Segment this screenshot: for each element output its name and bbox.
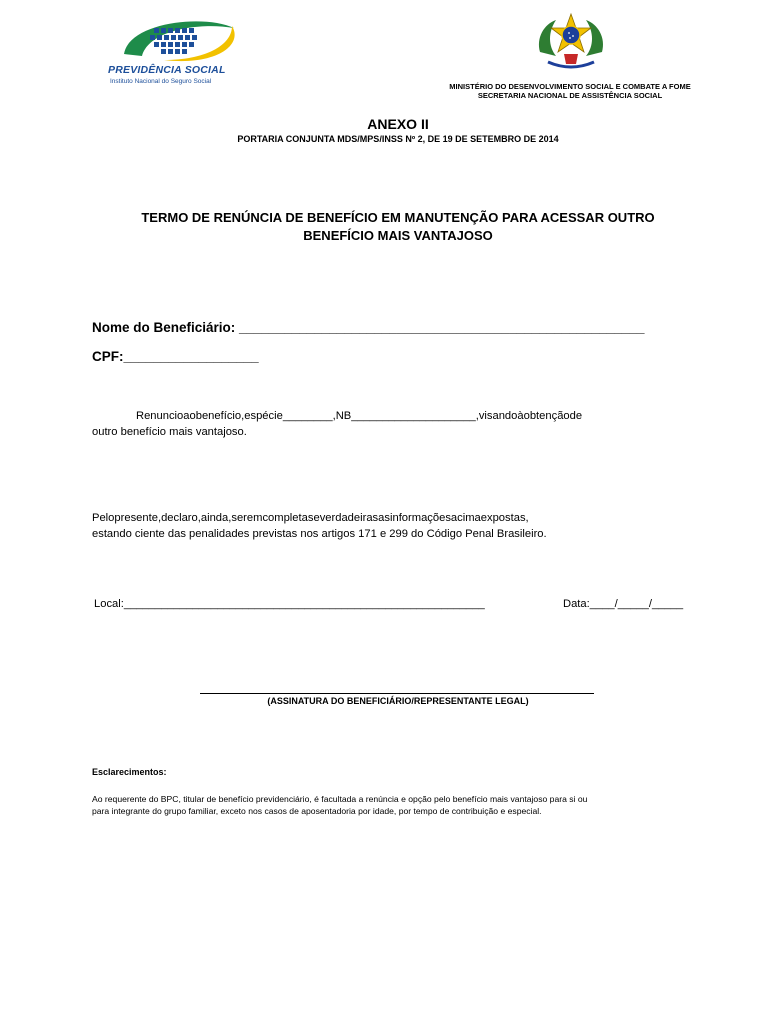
renunciation-paragraph — [92, 408, 704, 440]
word: à — [517, 410, 524, 422]
logo-name: PREVIDÊNCIA SOCIAL — [108, 64, 226, 76]
date-field[interactable]: Data:____/_____/_____ — [563, 598, 684, 610]
word: acima — [450, 512, 481, 524]
document-title-line2: BENEFÍCIO MAIS VANTAJOSO — [303, 228, 493, 243]
signature-caption: (ASSINATURA DO BENEFICIÁRIO/REPRESENTANTE LEGAL) — [267, 696, 529, 706]
renunciation-line2: outro benefício mais vantajoso. — [92, 426, 247, 438]
declaration-paragraph — [92, 510, 704, 542]
declaration-line1 — [92, 510, 704, 526]
annex-subtitle: PORTARIA CONJUNTA MDS/MPS/INSS Nº 2, DE 19 DE SETEMBRO DE 2014 — [237, 134, 559, 144]
word: NB — [335, 410, 352, 422]
word: serem — [231, 512, 263, 524]
previdencia-logo-icon — [104, 16, 264, 66]
location-field[interactable]: Local:__________________________________________________________ — [94, 598, 485, 610]
word: de — [569, 410, 583, 422]
word: obtenção — [523, 410, 570, 422]
word: ao — [183, 410, 196, 422]
word: Renuncio — [136, 410, 184, 422]
ministry-name: MINISTÉRIO DO DESENVOLVIMENTO SOCIAL E COMBATE A FOME — [449, 82, 691, 91]
word: ainda, — [200, 512, 232, 524]
signature-line[interactable] — [200, 693, 594, 694]
declaration-line2: estando ciente das penalidades previstas nos artigos 171 e 299 do Código Penal Brasileiro. — [92, 528, 547, 540]
beneficiary-name-field[interactable]: Nome do Beneficiário: ______________________________________________________ — [92, 320, 645, 335]
notes-line2: para integrante do grupo familiar, exceto nos casos de aposentadoria por idade, por tempo de contribuição e especial. — [92, 806, 542, 816]
word: declaro, — [161, 512, 201, 524]
brazil-coat-of-arms-icon — [530, 12, 612, 74]
word: verdadeiras — [319, 512, 379, 524]
word: informações — [389, 512, 451, 524]
word: completas — [262, 512, 314, 524]
document-title-line1: TERMO DE RENÚNCIA DE BENEFÍCIO EM MANUTENÇÃO PARA ACESSAR OUTRO — [141, 210, 655, 225]
word: expostas, — [480, 512, 529, 524]
word: as — [378, 512, 390, 524]
word: presente, — [114, 512, 162, 524]
secretariat-name: SECRETARIA NACIONAL DE ASSISTÊNCIA SOCIAL — [477, 91, 663, 100]
cpf-field[interactable]: CPF:__________________ — [92, 349, 259, 364]
word: e — [313, 512, 320, 524]
word: benefício, — [195, 410, 245, 422]
previdencia-social-logo — [104, 16, 264, 92]
renunciation-line1 — [92, 408, 704, 424]
notes-title: Esclarecimentos: — [92, 767, 167, 777]
logo-subtitle: Instituto Nacional do Seguro Social — [110, 78, 212, 85]
word: ____________________, — [351, 410, 479, 422]
word: visando — [478, 410, 518, 422]
notes-line1: Ao requerente do BPC, titular de benefício previdenciário, é facultada a renúncia e opção pelo benefício mais vantajoso para si ou — [92, 794, 588, 804]
word: ________, — [282, 410, 336, 422]
word: espécie — [244, 410, 283, 422]
word: Pelo — [92, 512, 115, 524]
annex-title: ANEXO II — [367, 116, 429, 132]
